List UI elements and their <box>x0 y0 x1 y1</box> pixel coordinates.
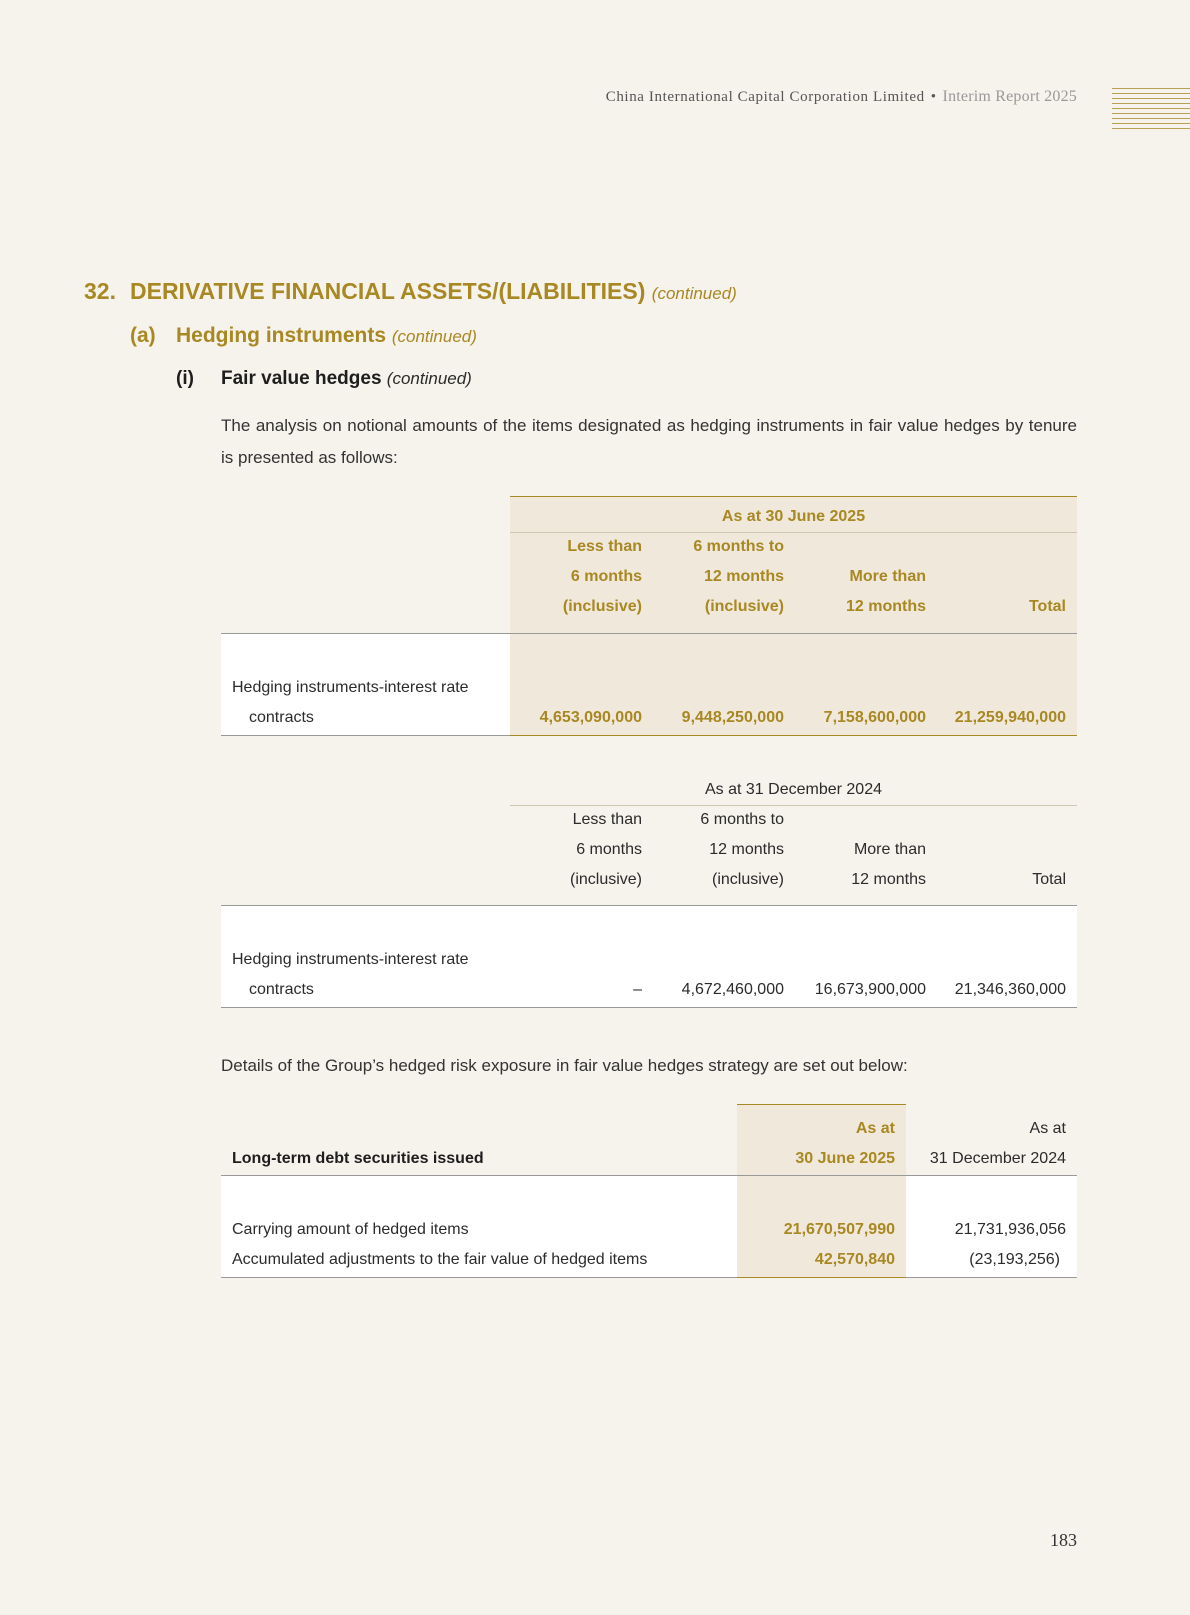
bottom-rule-2025 <box>737 1277 906 1278</box>
company-name: China International Capital Corporation Limited <box>605 89 925 105</box>
row-label-line1: Hedging instruments-interest rate <box>232 951 469 968</box>
row-label-line1: Hedging instruments-interest rate <box>232 679 469 696</box>
header-bullet: • <box>930 89 937 105</box>
value-6-12m: 9,448,250,000 <box>681 709 784 726</box>
intro-paragraph: The analysis on notional amounts of the items designated as hedging instruments in fair value hedges by tenure is presented as follows: <box>221 416 1077 467</box>
subsubsection-title: Fair value hedges <box>221 368 382 389</box>
bottom-rule-2024 <box>906 1277 1077 1278</box>
col2-header-line2: 12 months <box>703 568 784 585</box>
subsection-continued: (continued) <box>391 327 477 346</box>
value-6-12m: 4,672,460,000 <box>681 981 784 998</box>
subsection-title: Hedging instruments <box>176 324 387 347</box>
table-hedged-exposure <box>221 1104 1077 1278</box>
running-header <box>606 88 1077 106</box>
col-2024-header-line1: As at <box>1029 1120 1066 1137</box>
section-continued: (continued) <box>651 284 737 303</box>
col3-header-line2: 12 months <box>851 871 926 888</box>
col4-header: Total <box>1028 598 1066 615</box>
decorative-stripes <box>1112 88 1190 133</box>
header-rule <box>221 905 1077 906</box>
period-header: As at 31 December 2024 <box>705 781 882 798</box>
row-accumulated-adjustments-label: Accumulated adjustments to the fair value of hedged items <box>232 1251 648 1268</box>
subsubsection-continued: (continued) <box>386 369 472 388</box>
row-accumulated-adjustments-2025: 42,570,840 <box>814 1251 895 1268</box>
row-carrying-amount-label: Carrying amount of hedged items <box>232 1221 469 1238</box>
col1-header-line2: 6 months <box>576 841 642 858</box>
top-rule <box>737 1104 906 1105</box>
row-carrying-amount-2024: 21,731,936,056 <box>954 1221 1066 1238</box>
subsection-number: (a) <box>130 324 156 347</box>
col3-header-line2: 12 months <box>845 598 926 615</box>
col1-header-line3: (inclusive) <box>562 598 642 615</box>
value-more-12m: 16,673,900,000 <box>814 981 926 998</box>
col-2025-header-line2: 30 June 2025 <box>795 1150 895 1167</box>
col-2024-header-line2: 31 December 2024 <box>929 1150 1066 1167</box>
bottom-rule-values <box>510 735 1077 736</box>
col2-header-line1: 6 months to <box>693 538 784 555</box>
section-title: DERIVATIVE FINANCIAL ASSETS/(LIABILITIES) <box>130 278 646 304</box>
col1-header-line1: Less than <box>572 811 642 828</box>
row-carrying-amount-2025: 21,670,507,990 <box>783 1221 895 1238</box>
header-rule <box>221 1175 1077 1176</box>
col1-header-line2: 6 months <box>570 568 642 585</box>
col2-header-line2: 12 months <box>709 841 784 858</box>
col4-header: Total <box>1032 871 1066 888</box>
header-rule <box>221 633 1077 634</box>
top-rule <box>510 496 1077 497</box>
value-total: 21,259,940,000 <box>954 709 1066 726</box>
page-number: 183 <box>1050 1530 1077 1550</box>
details-paragraph: Details of the Group’s hedged risk exposure in fair value hedges strategy are set out below: <box>221 1056 908 1075</box>
subsection-heading <box>130 324 477 348</box>
col1-header-line1: Less than <box>567 538 642 555</box>
bottom-rule <box>221 1007 1077 1008</box>
report-title: Interim Report 2025 <box>942 88 1077 105</box>
bottom-rule-label <box>221 1277 737 1278</box>
label-header: Long-term debt securities issued <box>232 1150 484 1167</box>
value-total: 21,346,360,000 <box>954 981 1066 998</box>
bottom-rule-label <box>221 735 510 736</box>
col3-header-line1: More than <box>853 841 926 858</box>
value-less-6m: 4,653,090,000 <box>539 709 642 726</box>
value-less-6m: – <box>633 981 642 998</box>
table-june-2025 <box>221 496 1077 736</box>
table-december-2024 <box>221 775 1077 1008</box>
col2-header-line1: 6 months to <box>700 811 784 828</box>
col2-header-line3: (inclusive) <box>711 871 784 888</box>
row-label-line2: contracts <box>249 981 314 998</box>
col-2025-header-line1: As at <box>855 1120 895 1137</box>
section-heading <box>84 278 737 305</box>
section-number: 32. <box>84 278 116 304</box>
col2-header-line3: (inclusive) <box>704 598 784 615</box>
period-header: As at 30 June 2025 <box>721 508 866 525</box>
value-more-12m: 7,158,600,000 <box>823 709 926 726</box>
subsubsection-number: (i) <box>176 368 194 389</box>
row-label-line2: contracts <box>249 709 314 726</box>
row-accumulated-adjustments-2024: (23,193,256) <box>969 1251 1060 1268</box>
subsubsection-heading <box>176 368 472 390</box>
col1-header-line3: (inclusive) <box>569 871 642 888</box>
col3-header-line1: More than <box>849 568 926 585</box>
